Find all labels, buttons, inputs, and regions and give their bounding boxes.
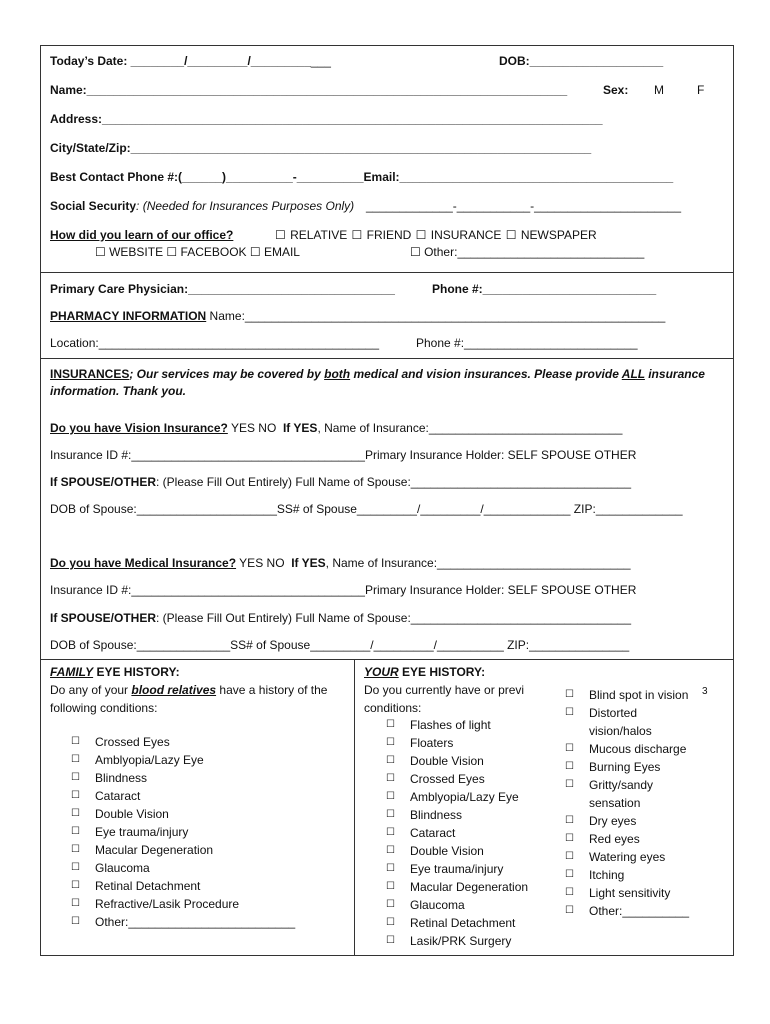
insurance-intro: INSURANCES; Our services may be covered by both medical and vision insurances. Please provide ALL insurance [50, 367, 705, 381]
checkbox-label: Amblyopia/Lazy Eye [95, 753, 204, 767]
checkbox-icon[interactable]: ☐ [71, 862, 80, 873]
sex-option-f[interactable]: F [697, 83, 705, 97]
checkbox-label: Crossed Eyes [410, 772, 485, 786]
learn-options-row1[interactable]: ☐ RELATIVE ☐ FRIEND ☐ INSURANCE ☐ NEWSPAPER [275, 228, 597, 242]
checkbox-label: Cataract [95, 789, 141, 803]
checkbox-icon[interactable]: ☐ [71, 772, 80, 783]
your-history-prompt: Do you currently have or previ [364, 683, 525, 697]
checkbox-label: Dry eyes [589, 814, 637, 828]
checkbox-icon[interactable]: ☐ [386, 737, 395, 748]
checkbox-label: Double Vision [410, 754, 484, 768]
checkbox-icon[interactable]: ☐ [386, 773, 395, 784]
checkbox-icon[interactable]: ☐ [565, 779, 574, 790]
medical-insurance-id-field[interactable]: Insurance ID #:___________________________________Primary Insurance Holder: SELF SPOUSE OTHER [50, 583, 637, 597]
checkbox-icon[interactable]: ☐ [386, 791, 395, 802]
your-history-prompt-line2: conditions: [364, 701, 422, 715]
overflow-glyph: 3 [702, 686, 708, 697]
checkbox-label: Distorted [589, 706, 638, 720]
checkbox-icon[interactable]: ☐ [565, 689, 574, 700]
vision-insurance-question[interactable]: Do you have Vision Insurance? YES NO If YES, Name of Insurance:_____________________________ [50, 421, 623, 435]
checkbox-icon[interactable]: ☐ [71, 898, 80, 909]
pcp-field[interactable]: Primary Care Physician:_______________________________ [50, 282, 395, 296]
checkbox-label: vision/halos [589, 724, 652, 738]
checkbox-icon[interactable]: ☐ [71, 916, 80, 927]
checkbox-label: Burning Eyes [589, 760, 661, 774]
checkbox-icon[interactable]: ☐ [565, 851, 574, 862]
checkbox-label: Light sensitivity [589, 886, 671, 900]
checkbox-icon[interactable]: ☐ [565, 761, 574, 772]
checkbox-label: Refractive/Lasik Procedure [95, 897, 240, 911]
family-history-prompt: Do any of your blood relatives have a history of the [50, 683, 328, 697]
sex-option-m[interactable]: M [654, 83, 664, 97]
section-divider [40, 659, 734, 660]
checkbox-icon[interactable]: ☐ [565, 905, 574, 916]
checkbox-icon[interactable]: ☐ [71, 880, 80, 891]
checkbox-icon[interactable]: ☐ [71, 826, 80, 837]
section-divider [40, 272, 734, 273]
learn-options-row2[interactable]: ☐ WEBSITE ☐ FACEBOOK ☐ EMAIL [95, 245, 300, 259]
checkbox-label: Other:_________________________ [95, 915, 296, 929]
checkbox-label: Amblyopia/Lazy Eye [410, 790, 519, 804]
medical-spouse-dob-field[interactable]: DOB of Spouse:______________SS# of Spouse_________/_________/__________ ZIP:_______________ [50, 638, 630, 652]
section-divider [40, 358, 734, 359]
checkbox-label: Retinal Detachment [95, 879, 201, 893]
column-divider [354, 659, 355, 956]
city-state-zip-field[interactable]: City/State/Zip:_____________________________________________________________________ [50, 141, 592, 155]
checkbox-label: Other:__________ [589, 904, 690, 918]
ssn-blank[interactable]: _____________-___________-______________________ [366, 199, 681, 213]
checkbox-label: Retinal Detachment [410, 916, 516, 930]
checkbox-icon[interactable]: ☐ [565, 887, 574, 898]
checkbox-label: Lasik/PRK Surgery [410, 934, 512, 948]
checkbox-label: Double Vision [95, 807, 169, 821]
checkbox-icon[interactable]: ☐ [71, 844, 80, 855]
checkbox-icon[interactable]: ☐ [386, 935, 395, 946]
dob-field[interactable]: DOB:____________________ [499, 54, 664, 68]
checkbox-label: Macular Degeneration [95, 843, 214, 857]
checkbox-icon[interactable]: ☐ [71, 736, 80, 747]
checkbox-icon[interactable]: ☐ [565, 833, 574, 844]
pharmacy-field[interactable]: PHARMACY INFORMATION Name:_______________________________________________________________ [50, 309, 666, 323]
checkbox-icon[interactable]: ☐ [386, 863, 395, 874]
checkbox-label: sensation [589, 796, 641, 810]
checkbox-label: Gritty/sandy [589, 778, 654, 792]
checkbox-label: Flashes of light [410, 718, 491, 732]
checkbox-icon[interactable]: ☐ [71, 808, 80, 819]
checkbox-icon[interactable]: ☐ [565, 869, 574, 880]
checkbox-icon[interactable]: ☐ [386, 881, 395, 892]
checkbox-icon[interactable]: ☐ [565, 815, 574, 826]
name-field[interactable]: Name:________________________________________________________________________ [50, 83, 568, 97]
checkbox-icon[interactable]: ☐ [565, 707, 574, 718]
location-phone-field[interactable]: Phone #:__________________________ [416, 336, 638, 350]
medical-spouse-name-field[interactable]: If SPOUSE/OTHER: (Please Fill Out Entirely) Full Name of Spouse:_________________________________ [50, 611, 632, 625]
checkbox-label: Floaters [410, 736, 454, 750]
checkbox-label: Blindness [410, 808, 463, 822]
checkbox-label: Cataract [410, 826, 456, 840]
vision-spouse-dob-field[interactable]: DOB of Spouse:_____________________SS# of Spouse_________/_________/_____________ ZIP:_____________ [50, 502, 683, 516]
checkbox-icon[interactable]: ☐ [386, 755, 395, 766]
checkbox-label: Mucous discharge [589, 742, 687, 756]
medical-insurance-question[interactable]: Do you have Medical Insurance? YES NO If YES, Name of Insurance:_____________________________ [50, 556, 631, 570]
checkbox-label: Blind spot in vision [589, 688, 689, 702]
phone-email-field[interactable]: Best Contact Phone #:(______)__________-__________Email:_________________________________________ [50, 170, 674, 184]
checkbox-label: Eye trauma/injury [95, 825, 189, 839]
insurance-intro-line2: information. Thank you. [50, 384, 187, 398]
checkbox-label: Crossed Eyes [95, 735, 170, 749]
checkbox-label: Glaucoma [95, 861, 150, 875]
vision-insurance-id-field[interactable]: Insurance ID #:___________________________________Primary Insurance Holder: SELF SPOUSE OTHER [50, 448, 637, 462]
family-history-title: FAMILY EYE HISTORY: [50, 665, 180, 679]
your-history-title: YOUR EYE HISTORY: [364, 665, 486, 679]
todays-date-field[interactable]: Today’s Date: ________/_________/____________ [50, 54, 331, 68]
checkbox-label: Eye trauma/injury [410, 862, 504, 876]
checkbox-icon[interactable]: ☐ [386, 809, 395, 820]
checkbox-label: Blindness [95, 771, 148, 785]
checkbox-icon[interactable]: ☐ [71, 754, 80, 765]
checkbox-label: Macular Degeneration [410, 880, 529, 894]
checkbox-label: Glaucoma [410, 898, 465, 912]
ssn-field[interactable]: Social Security: (Needed for Insurances Purposes Only) [50, 199, 355, 213]
pcp-phone-field[interactable]: Phone #:__________________________ [432, 282, 657, 296]
vision-spouse-name-field[interactable]: If SPOUSE/OTHER: (Please Fill Out Entirely) Full Name of Spouse:_________________________________ [50, 475, 632, 489]
address-field[interactable]: Address:___________________________________________________________________________ [50, 112, 603, 126]
checkbox-icon[interactable]: ☐ [565, 743, 574, 754]
checkbox-icon[interactable]: ☐ [386, 719, 395, 730]
checkbox-icon[interactable]: ☐ [386, 917, 395, 928]
learn-other-field[interactable]: ☐ Other:____________________________ [410, 245, 645, 259]
checkbox-icon[interactable]: ☐ [386, 827, 395, 838]
checkbox-icon[interactable]: ☐ [71, 790, 80, 801]
checkbox-label: Red eyes [589, 832, 640, 846]
family-history-prompt-line2: following conditions: [50, 701, 158, 715]
location-field[interactable]: Location:__________________________________________ [50, 336, 380, 350]
learn-question: How did you learn of our office? [50, 228, 234, 242]
checkbox-icon[interactable]: ☐ [386, 899, 395, 910]
checkbox-icon[interactable]: ☐ [386, 845, 395, 856]
checkbox-label: Itching [589, 868, 625, 882]
checkbox-label: Double Vision [410, 844, 484, 858]
sex-field[interactable]: Sex: [603, 83, 629, 97]
checkbox-label: Watering eyes [589, 850, 666, 864]
